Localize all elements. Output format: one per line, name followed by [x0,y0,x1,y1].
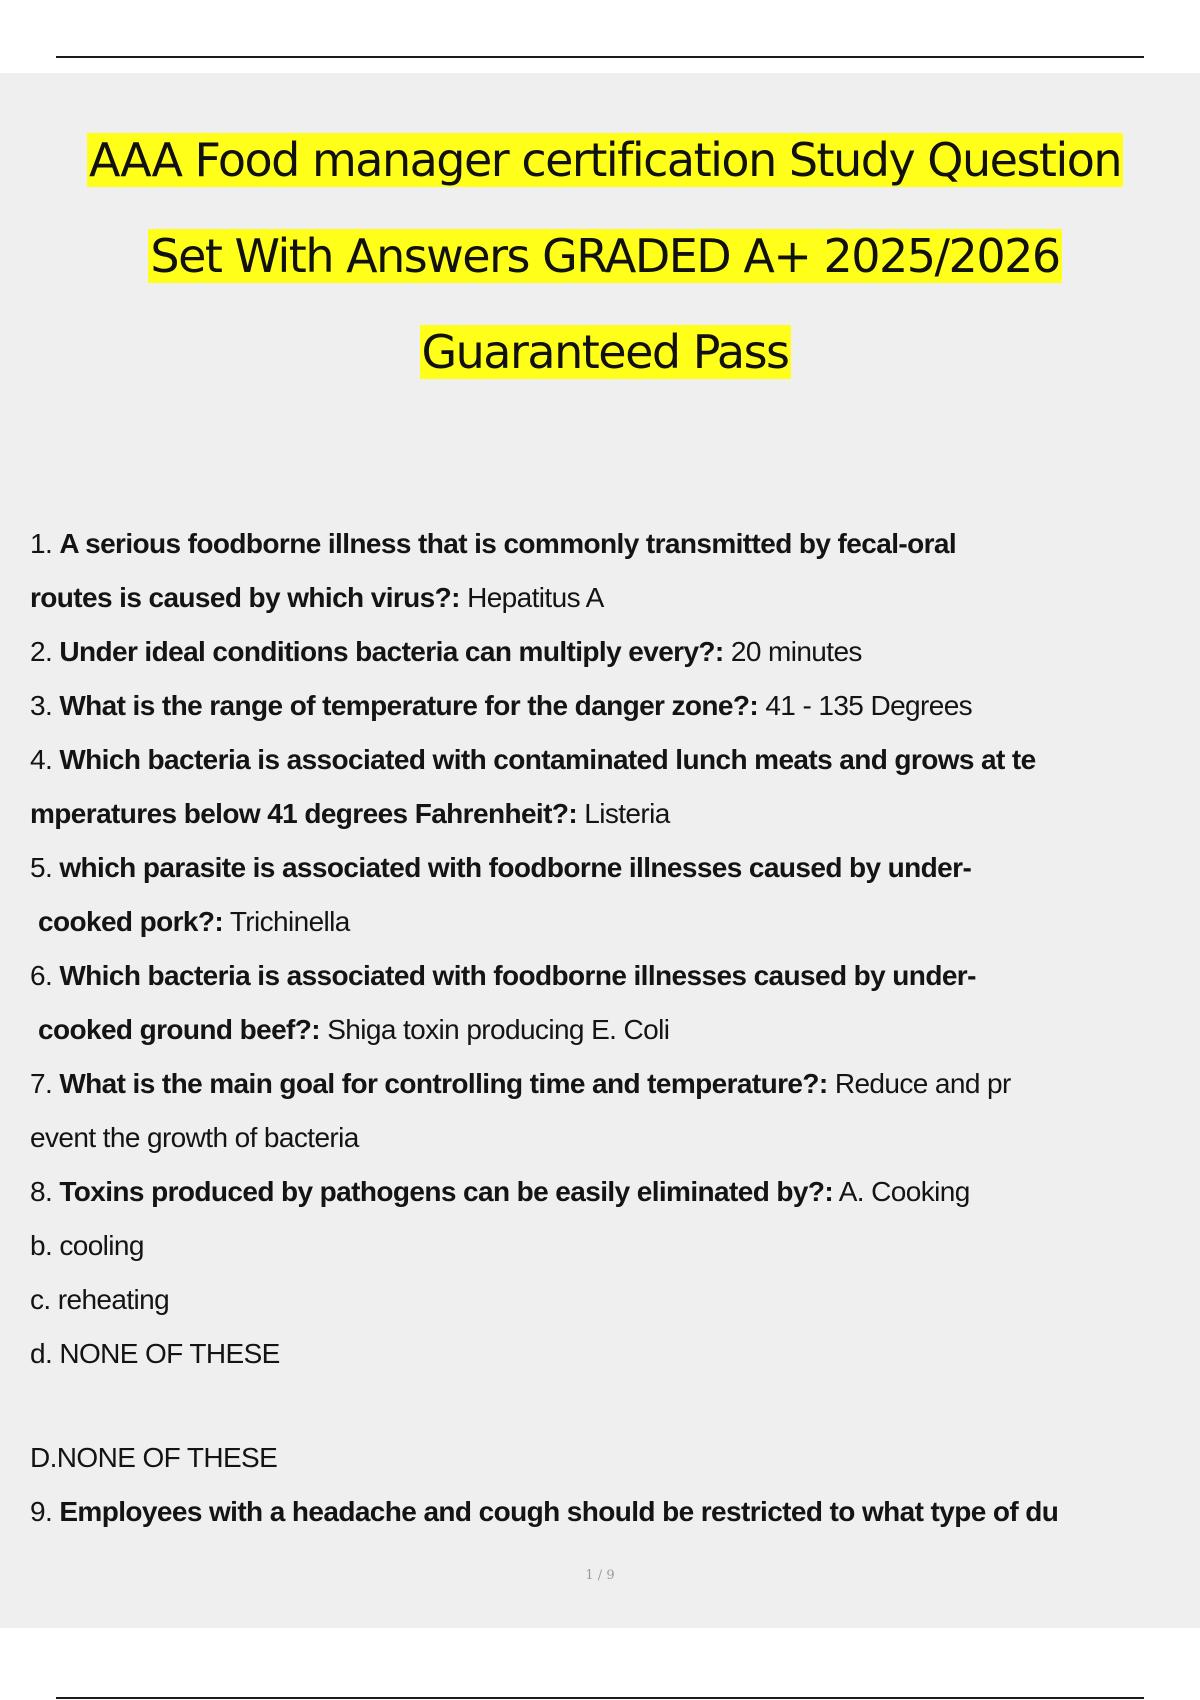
question-text: cooked ground beef?: [38,1014,321,1045]
correct-answer [30,1431,1170,1485]
question-4 [30,733,1170,841]
question-number: 4. [30,744,53,775]
question-text: Toxins produced by pathogens can be easily eliminated by?: [59,1176,834,1207]
question-1 [30,517,1170,625]
answer-text: A. Cooking [838,1176,970,1207]
title-line: Guaranteed Pass [421,325,789,379]
question-number: 6. [30,960,53,991]
question-number: 5. [30,852,53,883]
question-3 [30,679,1170,733]
question-text: Which bacteria is associated with contaminated lunch meats and grows at te [59,744,1036,775]
question-text: What is the main goal for controlling time and temperature?: [59,1068,828,1099]
title-line: Set With Answers GRADED A+ 2025/2026 [150,229,1060,283]
answer-option: b. cooling [30,1230,144,1261]
answer-text: 20 minutes [730,636,862,667]
question-text: routes is caused by which virus?: [30,582,460,613]
question-5 [30,841,1170,949]
question-number: 9. [30,1496,53,1527]
question-text: A serious foodborne illness that is commonly transmitted by fecal-oral [59,528,957,559]
answer-option: c. reheating [30,1284,170,1315]
page-number: 1 / 9 [585,1568,615,1583]
answer-text: Trichinella [229,906,350,937]
answer-text: Hepatitus A [467,582,604,613]
answer-text: event the growth of bacteria [30,1122,359,1153]
question-text: Under ideal conditions bacteria can multiply every?: [59,636,724,667]
answer-text: Shiga toxin producing E. Coli [327,1014,670,1045]
question-6 [30,949,1170,1057]
answer-option: d. NONE OF THESE [30,1338,280,1369]
question-7 [30,1057,1170,1165]
question-9 [30,1485,1170,1539]
answer-text: Reduce and pr [834,1068,1011,1099]
question-number: 3. [30,690,53,721]
question-2 [30,625,1170,679]
question-8 [30,1165,1170,1381]
answer-text: Listeria [584,798,670,829]
correct-answer-text: D.NONE OF THESE [30,1442,278,1473]
question-list [30,517,1170,1539]
question-text: which parasite is associated with foodborne illnesses caused by under- [59,852,972,883]
question-text: What is the range of temperature for the danger zone?: [59,690,759,721]
document-title [30,112,1180,400]
question-text: Which bacteria is associated with foodborne illnesses caused by under- [59,960,976,991]
top-rule [56,56,1144,58]
question-text: Employees with a headache and cough should be restricted to what type of du [59,1496,1059,1527]
question-text: cooked pork?: [38,906,224,937]
question-number: 8. [30,1176,53,1207]
title-line: AAA Food manager certification Study Question [88,133,1122,187]
question-number: 2. [30,636,53,667]
question-text: mperatures below 41 degrees Fahrenheit?: [30,798,578,829]
question-number: 1. [30,528,53,559]
answer-text: 41 - 135 Degrees [765,690,973,721]
question-number: 7. [30,1068,53,1099]
bottom-rule [56,1697,1144,1699]
